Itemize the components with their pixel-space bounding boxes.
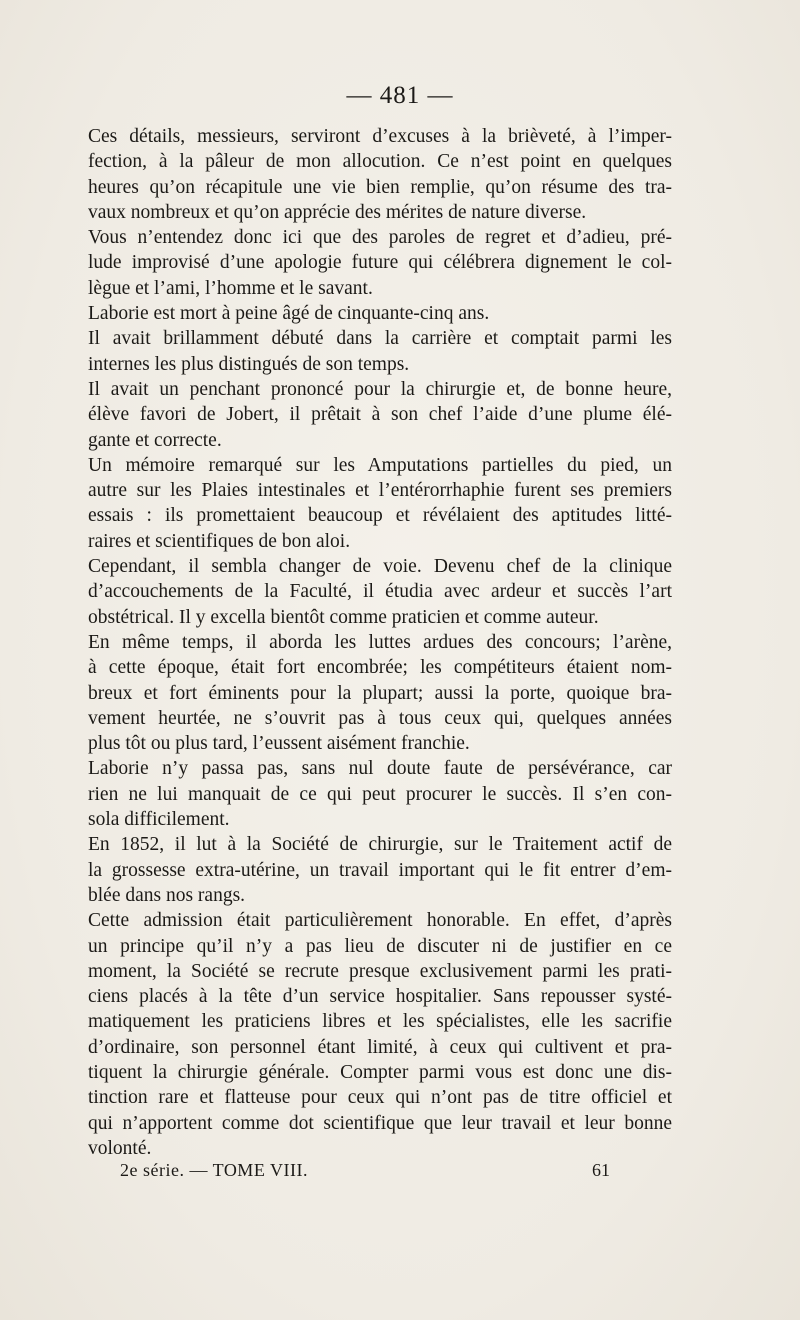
text-line: la grossesse extra-utérine, un travail important qui le fit entrer d’em- xyxy=(88,859,672,881)
text-line: En 1852, il lut à la Société de chirurgie, sur le Traitement actif de xyxy=(88,834,672,856)
text-line: Cependant, il sembla changer de voie. Devenu chef de la clinique xyxy=(88,556,672,578)
text-line: élève favori de Jobert, il prêtait à son chef l’aide d’une plume élé- xyxy=(88,404,672,426)
text-line: vement heurtée, ne s’ouvrit pas à tous ceux qui, quelques années xyxy=(88,707,672,729)
text-line: d’ordinaire, son personnel étant limité, à ceux qui cultivent et pra- xyxy=(88,1036,672,1058)
text-line: matiquement les praticiens libres et les spécialistes, elle les sacrifie xyxy=(88,1011,672,1033)
text-line: tiquent la chirurgie générale. Compter parmi vous est donc une dis- xyxy=(88,1061,672,1083)
text-line: volonté. xyxy=(88,1137,152,1159)
text-line: gante et correcte. xyxy=(88,429,222,451)
text-line: Il avait un penchant prononcé pour la chirurgie et, de bonne heure, xyxy=(88,378,672,400)
text-line: lude improvisé d’une apologie future qui célébrera dignement le col- xyxy=(88,252,672,274)
text-line: ciens placés à la tête d’un service hospitalier. Sans repousser systé- xyxy=(88,986,672,1008)
text-line: tinction rare et flatteuse pour ceux qui n’ont pas de titre officiel et xyxy=(88,1087,672,1109)
text-line: Laborie n’y passa pas, sans nul doute faute de persévérance, car xyxy=(88,758,672,780)
text-line: Un mémoire remarqué sur les Amputations partielles du pied, un xyxy=(88,454,672,476)
text-line: Il avait brillamment débuté dans la carrière et comptait parmi les xyxy=(88,328,672,350)
text-line: lègue et l’ami, l’homme et le savant. xyxy=(88,277,373,299)
text-line: internes les plus distingués de son temps. xyxy=(88,353,410,375)
text-line: raires et scientifiques de bon aloi. xyxy=(88,530,351,552)
text-line: plus tôt ou plus tard, l’eussent aisément franchie. xyxy=(88,733,470,755)
text-line: Cette admission était particulièrement honorable. En effet, d’après xyxy=(88,910,672,932)
text-line: Ces détails, messieurs, serviront d’excuses à la brièveté, à l’imper- xyxy=(88,126,672,147)
text-line: d’accouchements de la Faculté, il étudia avec ardeur et succès l’art xyxy=(88,581,672,603)
text-line: autre sur les Plaies intestinales et l’entérorrhaphie furent ses premiers xyxy=(88,480,672,502)
page-number: — 481 — xyxy=(346,82,454,109)
text-line: Vous n’entendez donc ici que des paroles de regret et d’adieu, pré- xyxy=(88,227,672,249)
signature-mark: 2e série. — TOME VIII. xyxy=(120,1160,308,1180)
text-line: Laborie est mort à peine âgé de cinquante-cinq ans. xyxy=(88,303,490,325)
text-line: En même temps, il aborda les luttes ardues des concours; l’arène, xyxy=(88,631,672,653)
text-line: blée dans nos rangs. xyxy=(88,884,246,906)
body-text xyxy=(88,124,672,1161)
signature-number: 61 xyxy=(592,1160,610,1180)
page-footer xyxy=(120,1160,610,1181)
text-line: qui n’apportent comme dot scientifique que leur travail et leur bonne xyxy=(88,1112,672,1134)
text-line: un principe qu’il n’y a pas lieu de discuter ni de justifier en ce xyxy=(88,935,672,957)
text-line: rien ne lui manquait de ce qui peut procurer le succès. Il s’en con- xyxy=(88,783,672,805)
text-line: vaux nombreux et qu’on apprécie des mérites de nature diverse. xyxy=(88,201,587,223)
text-line: fection, à la pâleur de mon allocution. Ce n’est point en quelques xyxy=(88,151,672,173)
text-line: heures qu’on récapitule une vie bien remplie, qu’on résume des tra- xyxy=(88,176,672,198)
text-line: moment, la Société se recrute presque exclusivement parmi les prati- xyxy=(88,960,672,982)
text-line: sola difficilement. xyxy=(88,809,230,831)
text-line: obstétrical. Il y excella bientôt comme praticien et comme auteur. xyxy=(88,606,599,628)
text-line: essais : ils promettaient beaucoup et révélaient des aptitudes litté- xyxy=(88,505,672,527)
text-line: breux et fort éminents pour la plupart; aussi la porte, quoique bra- xyxy=(88,682,672,704)
text-line: à cette époque, était fort encombrée; les compétiteurs étaient nom- xyxy=(88,657,672,679)
